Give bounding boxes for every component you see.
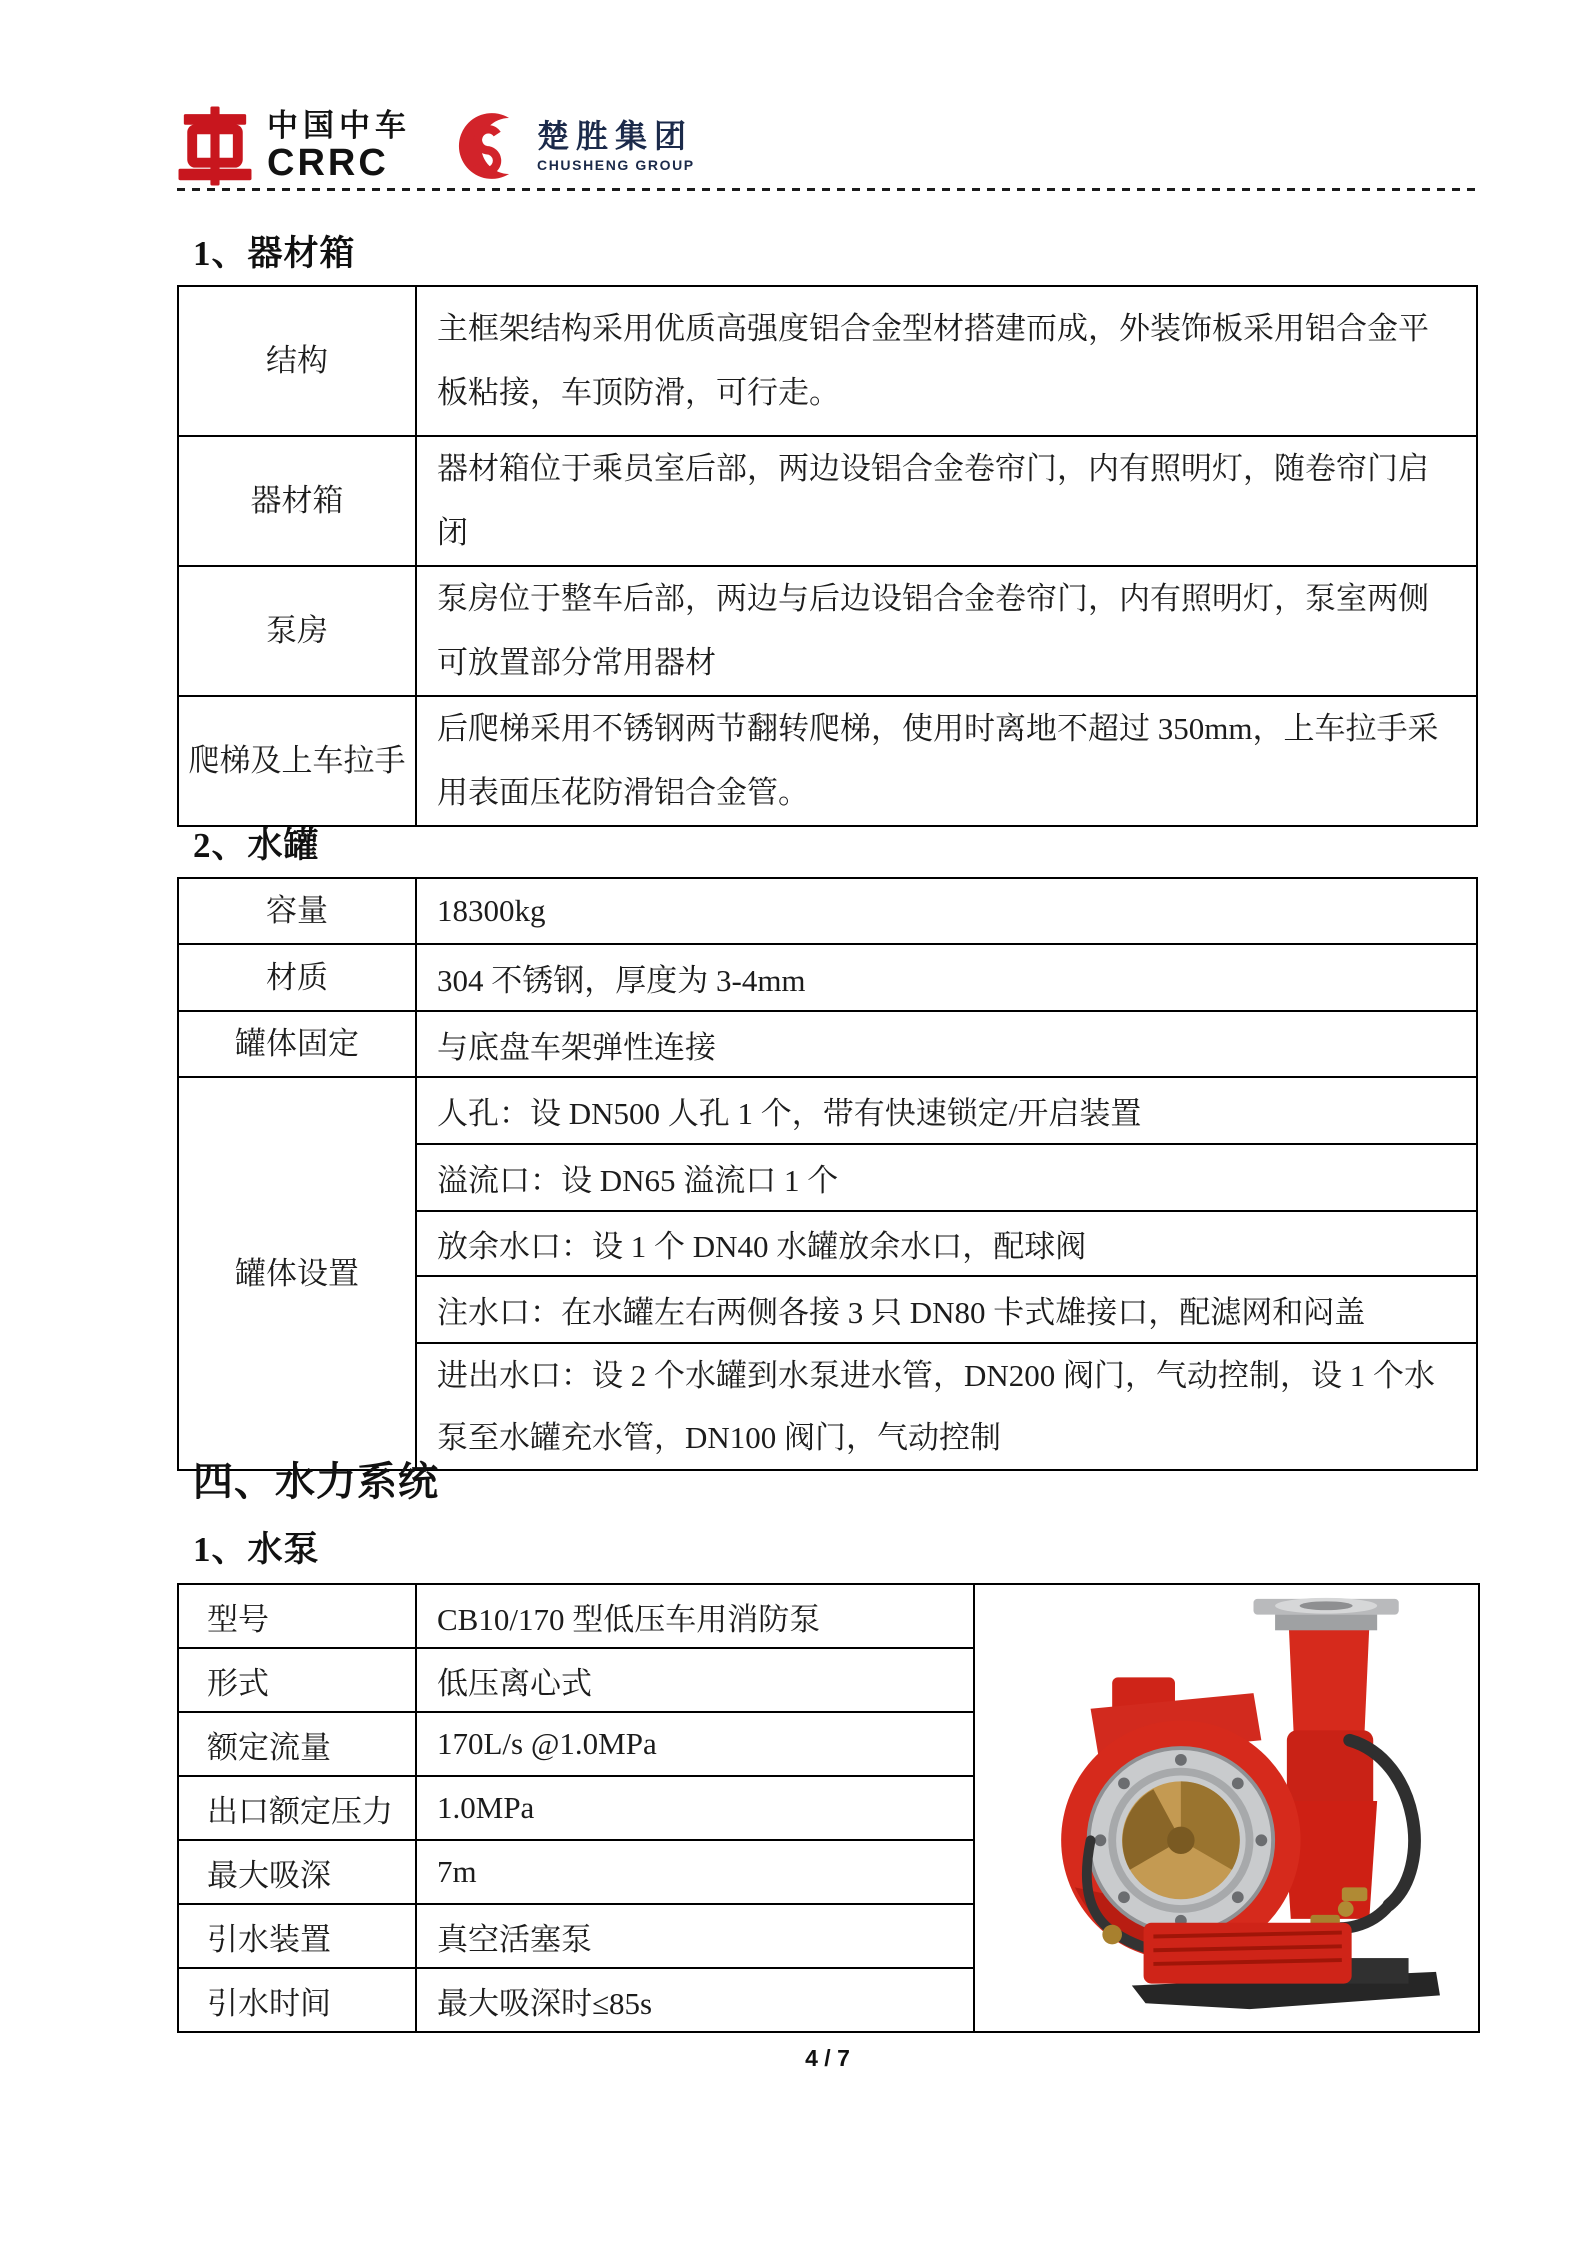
dotted-divider [177, 188, 1478, 191]
row-value: 7m [416, 1840, 974, 1904]
row-value: 18300kg [416, 878, 1477, 944]
table-row [178, 286, 1477, 436]
table-row [178, 696, 1477, 826]
table-row [178, 1584, 1479, 1648]
row-value: 泵房位于整车后部，两边与后边设铝合金卷帘门，内有照明灯，泵室两侧可放置部分常用器材 [416, 566, 1477, 696]
crrc-name-en: CRRC [267, 142, 389, 184]
row-value: 进出水口：设 2 个水罐到水泵进水管，DN200 阀门，气动控制，设 1 个水泵至水罐充水管，DN100 阀门，气动控制 [416, 1343, 1477, 1470]
section-title-equipment-box: 1、器材箱 [193, 234, 356, 273]
fire-pump-photo [974, 1584, 1479, 2032]
row-label: 材质 [178, 944, 416, 1011]
row-label: 最大吸深 [178, 1840, 416, 1904]
row-label: 爬梯及上车拉手 [178, 696, 416, 826]
row-value: 器材箱位于乘员室后部，两边设铝合金卷帘门，内有照明灯，随卷帘门启闭 [416, 436, 1477, 566]
row-value: 低压离心式 [416, 1648, 974, 1712]
row-label: 引水装置 [178, 1904, 416, 1968]
water-tank-table [177, 877, 1478, 1471]
crrc-emblem-icon [177, 106, 253, 186]
chusheng-name-cn: 楚胜集团 [537, 118, 694, 154]
row-value: 人孔：设 DN500 人孔 1 个，带有快速锁定/开启装置 [416, 1077, 1477, 1144]
row-label: 容量 [178, 878, 416, 944]
table-row [178, 944, 1477, 1011]
table-row [178, 1077, 1477, 1144]
water-pump-table [177, 1583, 1480, 2033]
table-row [178, 566, 1477, 696]
row-value: 注水口：在水罐左右两侧各接 3 只 DN80 卡式雄接口，配滤网和闷盖 [416, 1276, 1477, 1343]
row-value: 主框架结构采用优质高强度铝合金型材搭建而成，外装饰板采用铝合金平板粘接，车顶防滑，可行走。 [416, 286, 1477, 436]
row-value: 溢流口：设 DN65 溢流口 1 个 [416, 1144, 1477, 1211]
row-value: 最大吸深时≤85s [416, 1968, 974, 2032]
row-label: 型号 [178, 1584, 416, 1648]
row-value: 与底盘车架弹性连接 [416, 1011, 1477, 1077]
row-label: 泵房 [178, 566, 416, 696]
page-header [177, 104, 1478, 188]
group-label: 罐体设置 [178, 1077, 416, 1470]
table-row [178, 436, 1477, 566]
row-value: CB10/170 型低压车用消防泵 [416, 1584, 974, 1648]
table-row [178, 878, 1477, 944]
row-label: 出口额定压力 [178, 1776, 416, 1840]
row-value: 后爬梯采用不锈钢两节翻转爬梯，使用时离地不超过 350mm，上车拉手采用表面压花防滑铝合金管。 [416, 696, 1477, 826]
row-label: 器材箱 [178, 436, 416, 566]
section-title-water-pump: 1、水泵 [193, 1530, 320, 1569]
row-value: 真空活塞泵 [416, 1904, 974, 1968]
table-row [178, 1011, 1477, 1077]
equipment-box-table [177, 285, 1478, 827]
row-label: 结构 [178, 286, 416, 436]
row-label: 额定流量 [178, 1712, 416, 1776]
page-number: 4 / 7 [805, 2045, 850, 2071]
section-title-hydraulic-system: 四、水力系统 [193, 1459, 439, 1504]
chusheng-emblem-icon [451, 111, 521, 181]
crrc-logo [177, 106, 411, 186]
row-value: 放余水口：设 1 个 DN40 水罐放余水口，配球阀 [416, 1211, 1477, 1276]
row-value: 170L/s @1.0MPa [416, 1712, 974, 1776]
row-value: 304 不锈钢，厚度为 3-4mm [416, 944, 1477, 1011]
crrc-name-cn: 中国中车 [267, 108, 411, 143]
row-label: 引水时间 [178, 1968, 416, 2032]
row-value: 1.0MPa [416, 1776, 974, 1840]
section-title-water-tank: 2、水罐 [193, 826, 320, 865]
row-label: 形式 [178, 1648, 416, 1712]
chusheng-logo [451, 111, 695, 181]
chusheng-name-en: CHUSHENG GROUP [537, 157, 695, 173]
row-label: 罐体固定 [178, 1011, 416, 1077]
fire-pump-illustration [993, 1593, 1461, 2015]
